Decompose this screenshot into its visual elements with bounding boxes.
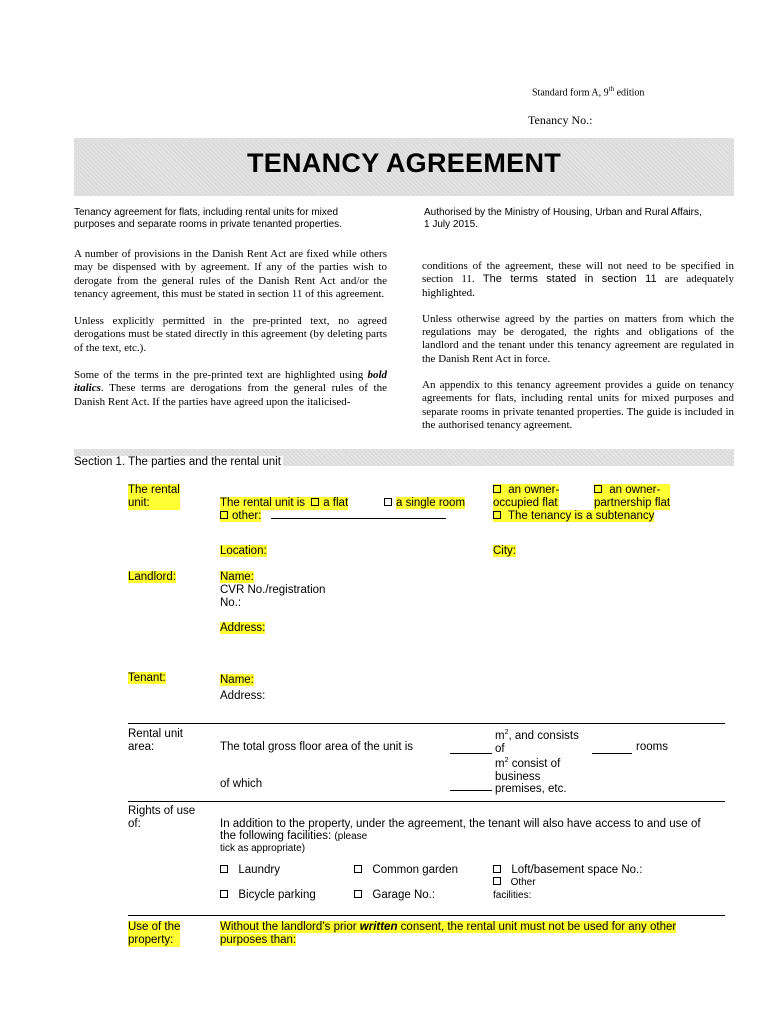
section1-heading-band	[74, 449, 734, 466]
checkbox-other[interactable]	[220, 511, 228, 519]
body-paragraph-5: Unless otherwise agreed by the parties on matters from which the regulations may be derogated, the rights and obligations of the landlord and the tenant under this tenancy agreement are regulated in the Danish Rent Act in force.	[422, 312, 734, 365]
landlord-label: Landlord:	[128, 571, 176, 583]
intro-left: Tenancy agreement for flats, including rental units for mixed purposes and separate rooms in private tenanted properties.	[74, 207, 342, 230]
single-room-label: a single room	[396, 497, 466, 509]
facility-common-garden: Common garden	[354, 864, 458, 876]
checkbox-common-garden[interactable]	[354, 865, 362, 873]
single-room-option	[384, 497, 465, 509]
body-paragraph-3: Some of the terms in the pre-printed text are highlighted using bold italics. These terms are derogations from the general rules of the Danish Rent Act. If the parties have agreed upon the italicised-	[74, 369, 387, 408]
landlord-name-label: Name:	[220, 571, 254, 583]
standard-form-label: Standard form A, 9th edition	[532, 85, 645, 99]
intro-right: Authorised by the Ministry of Housing, Urban and Rural Affairs, 1 July 2015.	[424, 207, 702, 230]
use-text: Without the landlord’s prior written consent, the rental unit must not be used for any other purposes than:	[220, 921, 677, 946]
owner-occupied-option: an owner- occupied flat	[493, 484, 560, 509]
tenant-address-label: Address:	[220, 690, 266, 702]
cvr-label-2: No.:	[220, 597, 242, 609]
area-details: $m^2$, and consists of $m^2$ consist of business premises, etc.	[495, 729, 579, 796]
checkbox-bicycle-parking[interactable]	[220, 890, 228, 898]
checkbox-subtenancy[interactable]	[493, 511, 501, 519]
checkbox-single-room[interactable]	[384, 498, 392, 506]
rental-unit-label: The rental unit:	[128, 484, 180, 509]
location-label: Location:	[220, 545, 267, 557]
area-text: The total gross floor area of the unit is	[220, 741, 414, 753]
title-band	[74, 138, 734, 196]
tenant-fields	[220, 672, 265, 704]
a-flat-label: a flat	[323, 497, 349, 509]
rights-label: Rights of use of:	[128, 805, 196, 830]
area-label: Rental unit area:	[128, 728, 183, 753]
body-left-column	[74, 248, 387, 409]
checkbox-laundry[interactable]	[220, 865, 228, 873]
checkbox-owner-partnership[interactable]	[594, 485, 602, 493]
facility-laundry: Laundry	[220, 864, 280, 876]
use-label: Use of the property:	[128, 921, 181, 946]
landlord-address-label: Address:	[220, 622, 266, 634]
area-m2-input-line[interactable]	[450, 753, 492, 754]
facility-loft: Loft/basement space No.:	[493, 864, 642, 876]
rights-text: In addition to the property, under the agreement, the tenant will also have access to and use of the following facilities: (please tick as appropriate)	[220, 818, 701, 854]
checkbox-owner-occupied[interactable]	[493, 485, 501, 493]
body-paragraph-6: An appendix to this tenancy agreement provides a guide on tenancy agreements for flats, including rental units for mixed purposes and separate rooms in private tenanted properties. The guide is included in the authorised tenancy agreement.	[422, 379, 734, 431]
subtenancy-option: The tenancy is a subtenancy	[493, 510, 654, 522]
checkbox-other-facilities[interactable]	[493, 877, 501, 885]
tenant-label: Tenant:	[128, 672, 166, 684]
body-paragraph-1: A number of provisions in the Danish Rent Act are fixed while others may be dispensed with by agreement. If any of the parties wish to derogate from the general rules of the Danish Rent Act and/or the tenancy agreement, this must be stated in section 11 of this agreement.	[74, 248, 387, 300]
other-label: other:	[232, 510, 262, 522]
other-input-line[interactable]	[271, 518, 446, 519]
checkbox-garage[interactable]	[354, 890, 362, 898]
body-right-column	[422, 260, 734, 432]
owner-partnership-option: an owner- partnership flat	[594, 484, 671, 509]
divider-area	[128, 723, 725, 724]
landlord-fields	[220, 571, 325, 635]
cvr-label-1: CVR No./registration	[220, 584, 326, 596]
facility-other: Other facilities:	[493, 877, 536, 901]
section1-heading: Section 1. The parties and the rental unit	[74, 456, 281, 468]
rooms-label: rooms	[636, 741, 668, 753]
city-label: City:	[493, 545, 516, 557]
tenant-name-label: Name:	[220, 674, 254, 686]
business-m2-input-line[interactable]	[450, 790, 492, 791]
checkbox-loft[interactable]	[493, 865, 501, 873]
facility-garage: Garage No.:	[354, 889, 435, 901]
rental-unit-is-text: The rental unit is	[220, 497, 306, 509]
page-title: TENANCY AGREEMENT	[246, 148, 562, 178]
divider-use	[128, 915, 725, 916]
body-paragraph-2: Unless explicitly permitted in the pre-printed text, no agreed derogations must be stated directly in this agreement (by deleting parts of the text, etc.).	[74, 315, 387, 354]
divider-rights	[128, 801, 725, 802]
body-paragraph-4: conditions of the agreement, these will not need to be specified in section 11. The terms stated in section 11 are adequately highlighted.	[422, 260, 734, 299]
of-which-label: of which	[220, 778, 263, 790]
tenancy-no-label: Tenancy No.:	[528, 113, 593, 127]
rooms-input-line[interactable]	[592, 753, 632, 754]
checkbox-a-flat[interactable]	[311, 498, 319, 506]
facility-bicycle: Bicycle parking	[220, 889, 316, 901]
